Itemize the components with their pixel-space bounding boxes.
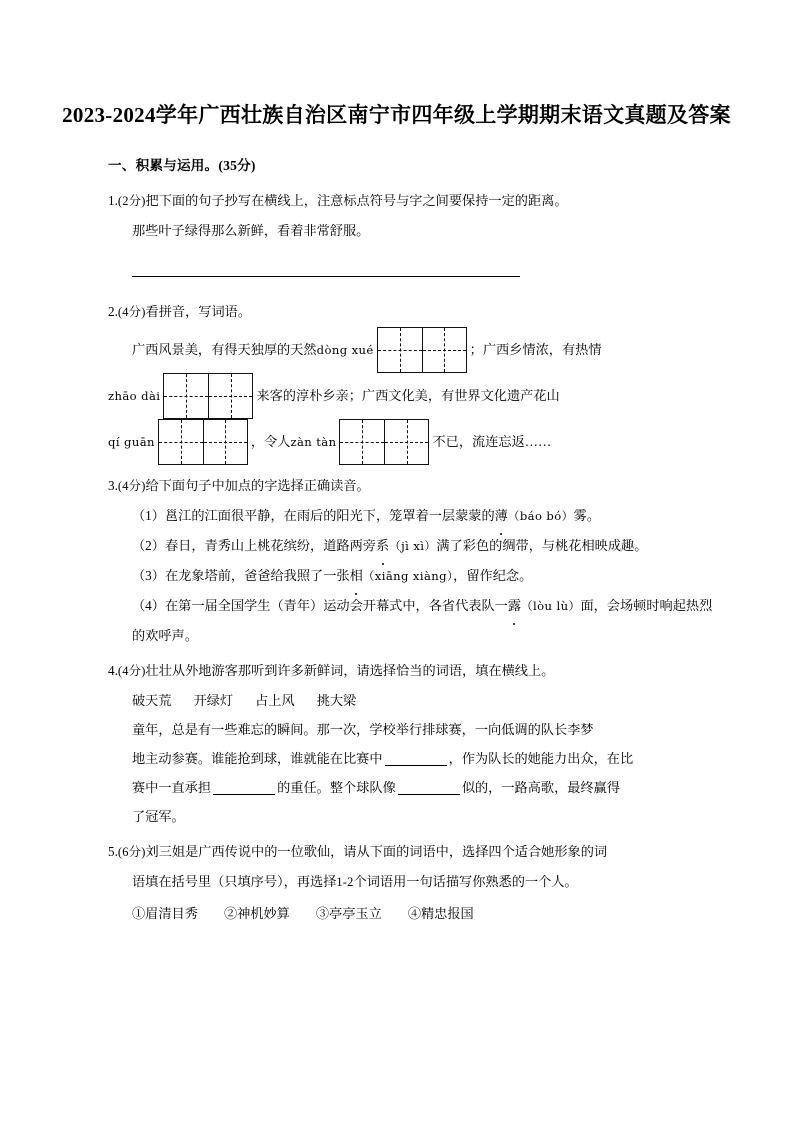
question-4-text: 壮壮从外地游客那听到许多新鲜词，请选择恰当的词语，填在横线上。	[145, 663, 555, 678]
word-bank-item: 破天荒	[132, 693, 172, 708]
q3-item1-pinyin: （báo bó）	[507, 509, 574, 523]
q4-passage-p3a: 赛中一直承担	[132, 780, 212, 795]
question-1-score: (2分)	[117, 194, 146, 208]
q3-item2-label: （2）	[132, 538, 165, 553]
answer-blank-3[interactable]	[398, 779, 460, 795]
question-3-item-3	[108, 561, 721, 591]
grid-cell[interactable]	[422, 328, 466, 372]
question-3	[108, 471, 721, 650]
q3-item2-after: 满了彩色的绸带，与桃花相映成趣。	[436, 538, 648, 553]
question-2-line-1	[108, 327, 721, 373]
question-3-number: 3.	[108, 478, 118, 493]
q2-line1-after: ；广西乡情浓，有热情	[469, 342, 602, 357]
question-5-score: (6分)	[117, 845, 146, 859]
q2-pinyin-zantan: zàn tàn	[290, 435, 337, 449]
q2-line2-after: 来客的淳朴乡亲；广西文化美，有世界文化遗产花山	[256, 388, 560, 403]
word-bank-item: 开绿灯	[193, 693, 234, 708]
question-1-sentence: 那些叶子绿得那么新鲜，看着非常舒服。	[132, 223, 370, 238]
q2-pinyin-zhaodai: zhāo dài	[108, 389, 161, 403]
q2-line3-mid: ，令人	[250, 434, 291, 449]
option-item-4[interactable]: ④精忠报国	[407, 906, 474, 921]
q3-item2-pinyin: （jì xì）	[389, 539, 437, 553]
q5-stem2a: 语填在括号里（只填序号），再选择	[132, 874, 337, 889]
option-item-3[interactable]: ③亭亭玉立	[315, 906, 382, 921]
q3-item4-pinyin: （lòu lù）	[521, 599, 581, 613]
q3-item3-marked-char: 相	[350, 561, 363, 590]
question-1-number: 1.	[108, 193, 118, 208]
question-3-score: (4分)	[117, 479, 146, 493]
q3-item4-marked-char: 露	[508, 591, 521, 620]
question-2-score: (4分)	[117, 305, 146, 319]
option-item-1[interactable]: ①眉清目秀	[132, 906, 198, 921]
question-4-passage-line-3	[108, 773, 721, 802]
q4-passage-p2b: ，作为队长的她能力出众，在比	[448, 751, 634, 766]
writing-grid-zantan[interactable]	[339, 419, 429, 465]
answer-blank-2[interactable]	[213, 779, 275, 795]
exam-content	[0, 152, 793, 928]
q3-item4-before: 在第一届全国学生（青年）运动会开幕式中，各省代表队一	[164, 598, 508, 613]
question-1-stem	[108, 186, 721, 216]
question-3-text: 给下面句子中加点的字选择正确读音。	[145, 478, 370, 493]
q2-line1-before: 广西风景美，有得天独厚的天然	[132, 342, 317, 357]
word-bank-item: 挑大梁	[316, 693, 357, 708]
q5-stem2-range: 1-2	[336, 875, 354, 889]
question-2-line-2	[108, 373, 721, 419]
q3-item1-before: 邕江的江面很平静，在雨后的阳光下，笼罩着一层蒙蒙的	[164, 508, 495, 523]
question-5-options	[108, 899, 721, 928]
q4-passage-p1: 童年，总是有一些难忘的瞬间。那一次，学校举行排球赛，一向低调的队长李梦	[132, 722, 594, 737]
question-4-stem	[108, 656, 721, 686]
writing-grid-dongxue[interactable]	[377, 327, 467, 373]
question-2	[108, 297, 721, 465]
question-5	[108, 837, 721, 928]
writing-grid-qiguan[interactable]	[158, 419, 248, 465]
q3-item3-label: （3）	[132, 568, 165, 583]
grid-cell[interactable]	[164, 374, 208, 418]
q3-item1-after: 雾。	[573, 508, 601, 523]
question-3-item-4	[108, 591, 721, 650]
q2-line3-after: 不已，流连忘返……	[432, 434, 552, 449]
page-title: 2023-2024学年广西壮族自治区南宁市四年级上学期期末语文真题及答案	[62, 103, 731, 127]
question-1	[108, 186, 721, 289]
question-4	[108, 656, 721, 831]
q5-stem2b: 个词语用一句话描写你熟悉的一个人。	[353, 874, 578, 889]
q3-item4-label: （4）	[132, 598, 165, 613]
q3-item2-marked-char: 系	[376, 531, 389, 560]
question-4-passage-line-2	[108, 744, 721, 773]
answer-blank-1[interactable]	[385, 750, 447, 766]
q4-passage-p3c: 似的，一路高歌，最终赢得	[461, 780, 621, 795]
q3-item1-label: （1）	[132, 508, 165, 523]
q2-pinyin-qiguan: qí guān	[108, 435, 155, 449]
question-4-score: (4分)	[117, 664, 146, 678]
grid-cell[interactable]	[203, 420, 247, 464]
question-3-item-1	[108, 501, 721, 531]
q2-pinyin-dongxue: dòng xué	[316, 343, 374, 357]
q3-item3-after: ，留作纪念。	[453, 568, 533, 583]
question-5-number: 5.	[108, 844, 118, 859]
question-1-text: 把下面的句子抄写在横线上，注意标点符号与字之间要保持一定的距离。	[145, 193, 568, 208]
question-1-sentence-row	[108, 216, 721, 245]
q3-item2-before: 春日，青秀山上桃花缤纷，道路两旁	[164, 538, 376, 553]
q3-item3-pinyin: （xiāng xiàng）	[362, 569, 454, 583]
grid-cell[interactable]	[384, 420, 428, 464]
question-4-number: 4.	[108, 663, 118, 678]
question-3-item-2	[108, 531, 721, 561]
q3-item1-marked-char: 薄	[495, 501, 508, 530]
question-3-stem	[108, 471, 721, 501]
q4-passage-p4: 了冠军。	[132, 809, 185, 824]
writing-line[interactable]	[132, 275, 520, 277]
grid-cell[interactable]	[378, 328, 422, 372]
grid-cell[interactable]	[208, 374, 252, 418]
question-4-passage-line-4	[108, 802, 721, 831]
word-bank-item: 占上风	[255, 693, 295, 708]
question-2-text: 看拼音，写词语。	[145, 304, 252, 319]
question-2-stem	[108, 297, 721, 327]
q3-item3-before: 在龙象塔前，爸爸给我照了一张	[164, 568, 350, 583]
question-4-passage-line-1	[108, 715, 721, 744]
q4-passage-p3b: 的重任。整个球队像	[277, 780, 396, 795]
question-5-text-1: 刘三姐是广西传说中的一位歌仙，请从下面的词语中，选择四个适合她形象的词	[145, 844, 608, 859]
writing-grid-zhaodai[interactable]	[163, 373, 253, 419]
option-item-2[interactable]: ②神机妙算	[223, 906, 290, 921]
question-5-stem-line-1	[108, 837, 721, 867]
q3-item4-after: 面，会场顿时响起热烈的欢呼声。	[132, 598, 713, 643]
question-5-stem-line-2	[108, 867, 721, 897]
grid-cell[interactable]	[340, 420, 384, 464]
question-2-line-3	[108, 419, 721, 465]
question-2-number: 2.	[108, 304, 118, 319]
q4-passage-p2a: 地主动参赛。谁能抢到球，谁就能在比赛中	[132, 751, 383, 766]
section-heading: 一、积累与运用。(35分)	[108, 158, 256, 173]
question-1-answer-row	[108, 261, 721, 289]
question-4-word-bank	[108, 686, 721, 715]
grid-cell[interactable]	[159, 420, 203, 464]
